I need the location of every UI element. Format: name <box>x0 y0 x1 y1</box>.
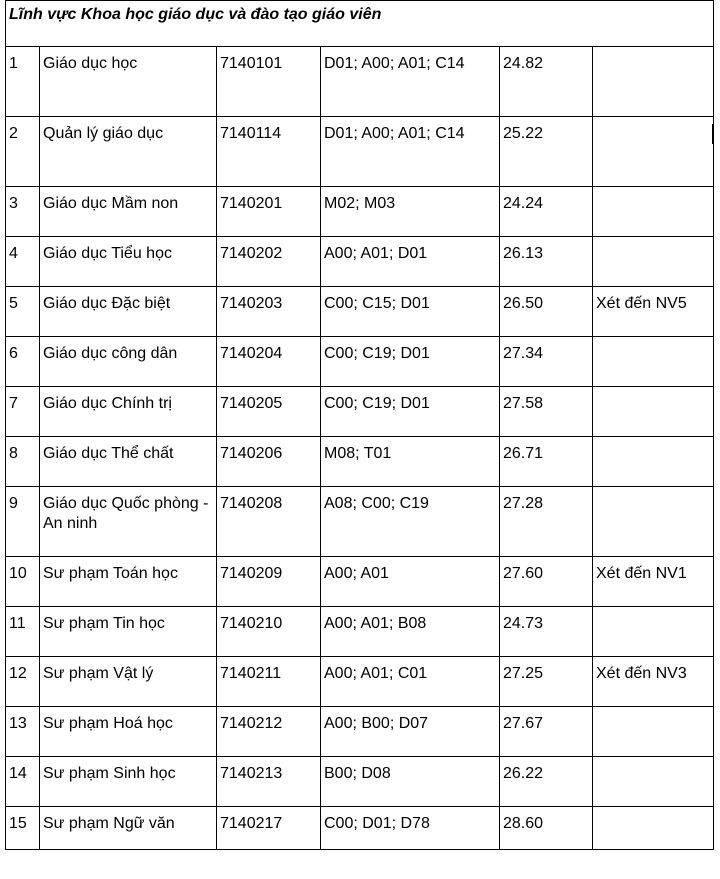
note <box>593 607 714 657</box>
subject-combinations: C00; D01; D78 <box>321 807 500 850</box>
subject-combinations: A00; B00; D07 <box>321 707 500 757</box>
table-row <box>6 287 714 337</box>
major-name: Sư phạm Toán học <box>40 557 217 607</box>
major-code: 7140204 <box>217 337 321 387</box>
cutoff-score: 26.22 <box>500 757 593 807</box>
cutoff-score: 24.73 <box>500 607 593 657</box>
row-number: 10 <box>6 557 40 607</box>
major-name: Giáo dục Mầm non <box>40 187 217 237</box>
cutoff-score: 27.67 <box>500 707 593 757</box>
table-row <box>6 707 714 757</box>
table-row <box>6 387 714 437</box>
subject-combinations: A00; A01 <box>321 557 500 607</box>
subject-combinations: A00; A01; C01 <box>321 657 500 707</box>
cutoff-score: 27.34 <box>500 337 593 387</box>
table-row <box>6 237 714 287</box>
table-row <box>6 557 714 607</box>
table-row <box>6 607 714 657</box>
major-code: 7140217 <box>217 807 321 850</box>
note: Xét đến NV5 <box>593 287 714 337</box>
major-code: 7140114 <box>217 117 321 187</box>
table-row <box>6 487 714 557</box>
major-code: 7140202 <box>217 237 321 287</box>
cutoff-score: 27.60 <box>500 557 593 607</box>
major-code: 7140211 <box>217 657 321 707</box>
row-number: 11 <box>6 607 40 657</box>
subject-combinations: C00; C15; D01 <box>321 287 500 337</box>
major-name: Giáo dục Tiểu học <box>40 237 217 287</box>
note <box>593 807 714 850</box>
cutoff-score: 27.58 <box>500 387 593 437</box>
row-number: 13 <box>6 707 40 757</box>
subject-combinations: M02; M03 <box>321 187 500 237</box>
row-number: 2 <box>6 117 40 187</box>
note <box>593 237 714 287</box>
row-number: 5 <box>6 287 40 337</box>
major-name: Giáo dục công dân <box>40 337 217 387</box>
table-row <box>6 437 714 487</box>
note <box>593 707 714 757</box>
major-name: Giáo dục Đặc biệt <box>40 287 217 337</box>
note <box>593 437 714 487</box>
row-number: 9 <box>6 487 40 557</box>
note <box>593 487 714 557</box>
major-code: 7140101 <box>217 47 321 117</box>
major-name: Quản lý giáo dục <box>40 117 217 187</box>
major-name: Giáo dục Chính trị <box>40 387 217 437</box>
note: Xét đến NV3 <box>593 657 714 707</box>
major-name: Sư phạm Ngữ văn <box>40 807 217 850</box>
cutoff-score: 27.25 <box>500 657 593 707</box>
major-name: Sư phạm Hoá học <box>40 707 217 757</box>
table-row <box>6 337 714 387</box>
subject-combinations: C00; C19; D01 <box>321 337 500 387</box>
row-number: 3 <box>6 187 40 237</box>
note <box>593 117 714 187</box>
cutoff-score: 25.22 <box>500 117 593 187</box>
note <box>593 387 714 437</box>
major-name: Giáo dục Quốc phòng - An ninh <box>40 487 217 557</box>
row-number: 12 <box>6 657 40 707</box>
table-row <box>6 807 714 850</box>
subject-combinations: B00; D08 <box>321 757 500 807</box>
note <box>593 337 714 387</box>
subject-combinations: D01; A00; A01; C14 <box>321 47 500 117</box>
section-title-row <box>6 1 714 47</box>
major-code: 7140210 <box>217 607 321 657</box>
note <box>593 47 714 117</box>
row-number: 4 <box>6 237 40 287</box>
cutoff-score: 24.24 <box>500 187 593 237</box>
major-name: Giáo dục học <box>40 47 217 117</box>
row-number: 8 <box>6 437 40 487</box>
subject-combinations: A00; A01; D01 <box>321 237 500 287</box>
cutoff-score: 26.50 <box>500 287 593 337</box>
major-code: 7140209 <box>217 557 321 607</box>
major-code: 7140205 <box>217 387 321 437</box>
subject-combinations: C00; C19; D01 <box>321 387 500 437</box>
major-name: Sư phạm Tin học <box>40 607 217 657</box>
table-row <box>6 117 714 187</box>
table-body <box>6 1 714 850</box>
major-name: Sư phạm Sinh học <box>40 757 217 807</box>
major-name: Sư phạm Vật lý <box>40 657 217 707</box>
major-code: 7140213 <box>217 757 321 807</box>
table-row <box>6 757 714 807</box>
major-code: 7140201 <box>217 187 321 237</box>
row-number: 1 <box>6 47 40 117</box>
note: Xét đến NV1 <box>593 557 714 607</box>
note <box>593 757 714 807</box>
row-number: 15 <box>6 807 40 850</box>
section-title: Lĩnh vực Khoa học giáo dục và đào tạo giáo viên <box>6 1 714 47</box>
subject-combinations: A00; A01; B08 <box>321 607 500 657</box>
major-code: 7140203 <box>217 287 321 337</box>
table-row <box>6 187 714 237</box>
row-number: 6 <box>6 337 40 387</box>
major-name: Giáo dục Thể chất <box>40 437 217 487</box>
major-code: 7140208 <box>217 487 321 557</box>
cutoff-score: 26.13 <box>500 237 593 287</box>
cutoff-score: 28.60 <box>500 807 593 850</box>
cutoff-score: 27.28 <box>500 487 593 557</box>
table-row <box>6 47 714 117</box>
major-code: 7140212 <box>217 707 321 757</box>
subject-combinations: M08; T01 <box>321 437 500 487</box>
admission-score-table <box>5 0 714 850</box>
subject-combinations: A08; C00; C19 <box>321 487 500 557</box>
major-code: 7140206 <box>217 437 321 487</box>
cutoff-score: 26.71 <box>500 437 593 487</box>
subject-combinations: D01; A00; A01; C14 <box>321 117 500 187</box>
row-number: 14 <box>6 757 40 807</box>
cutoff-score: 24.82 <box>500 47 593 117</box>
note <box>593 187 714 237</box>
text-cursor <box>712 124 714 144</box>
table-row <box>6 657 714 707</box>
row-number: 7 <box>6 387 40 437</box>
